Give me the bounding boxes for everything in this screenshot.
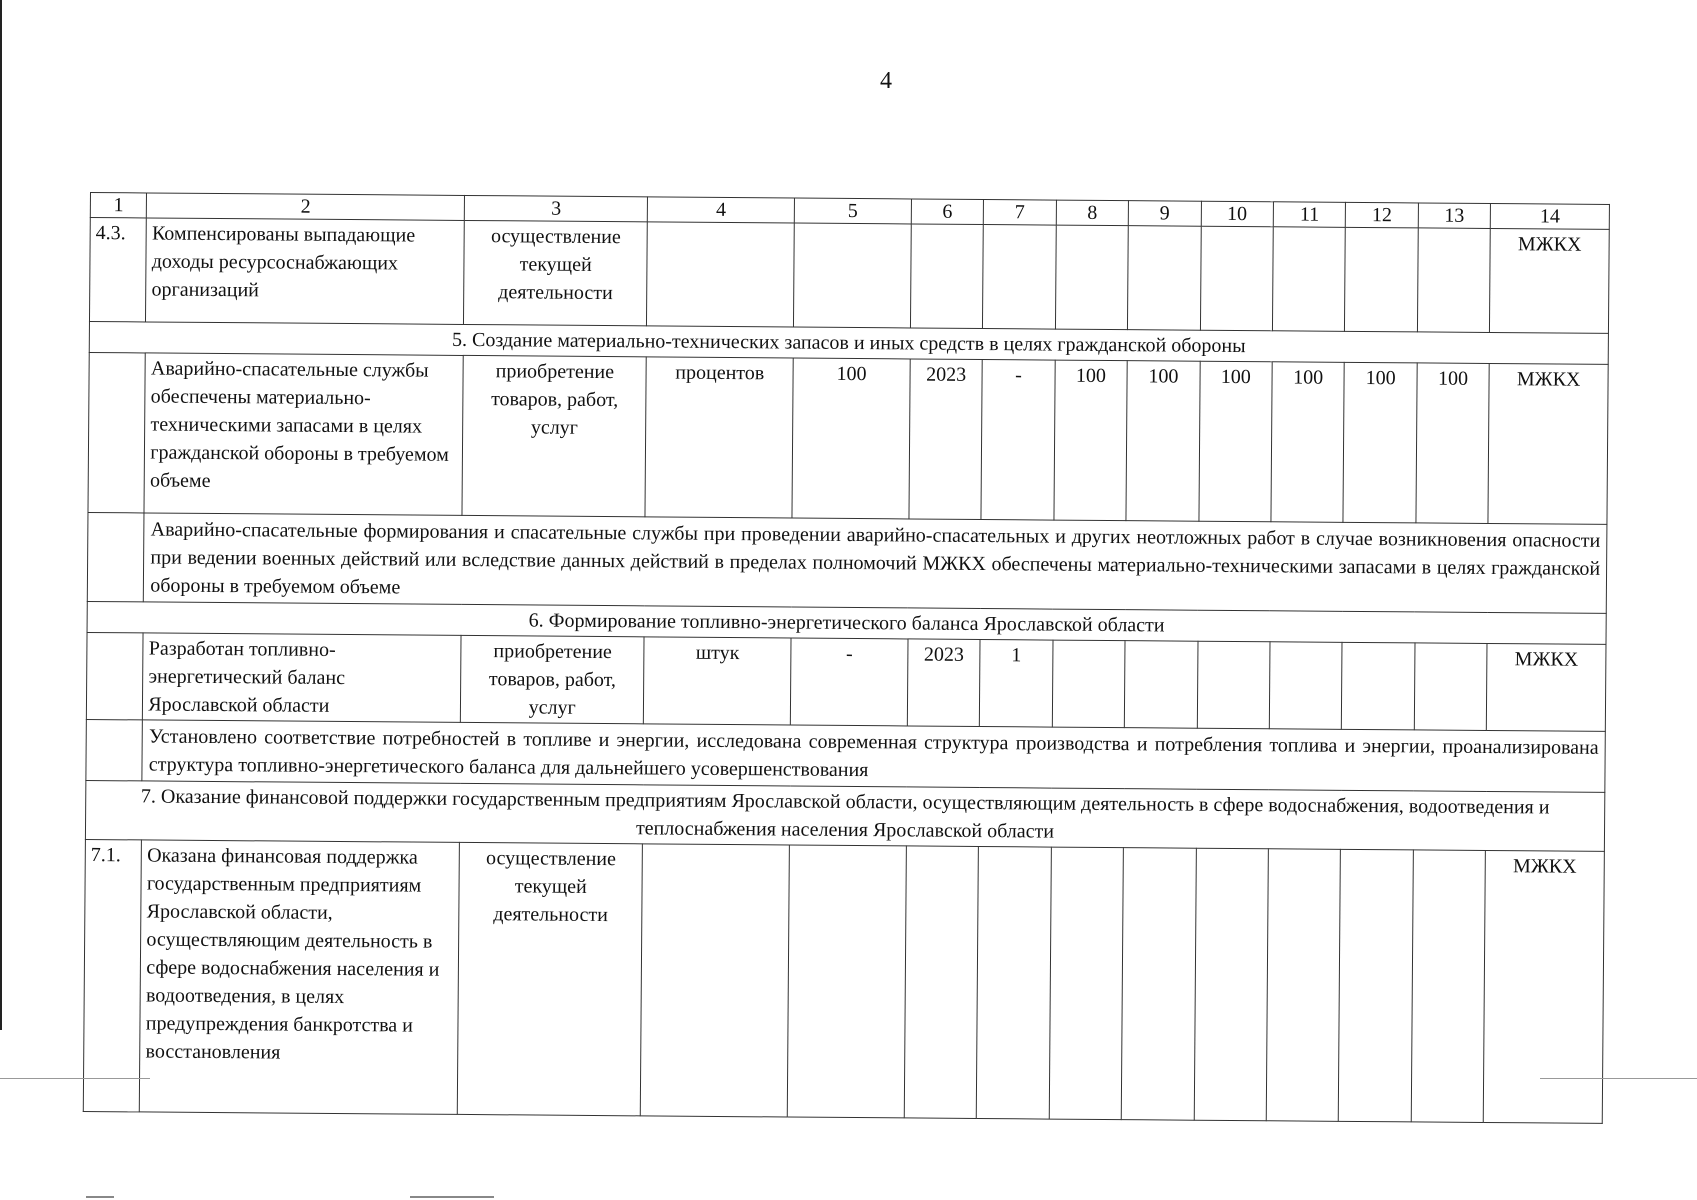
activity-type: осуществление текущей деятельности (464, 220, 648, 325)
indicator-name: Компенсированы выпадающие доходы ресурсоснабжающих организаций (146, 218, 465, 324)
empty-cell (1411, 850, 1486, 1123)
empty-cell (1052, 640, 1125, 728)
empty-cell (1121, 848, 1196, 1121)
base-value: 100 (792, 358, 910, 519)
description-row (87, 512, 1607, 613)
empty-cell (904, 846, 979, 1119)
empty-cell (1342, 642, 1415, 730)
value-col12: 100 (1343, 362, 1417, 523)
header-cell: 12 (1346, 202, 1419, 228)
empty-cell (1269, 642, 1342, 730)
empty-cell (1272, 227, 1345, 332)
page-number: 4 (880, 68, 892, 94)
base-value: - (790, 638, 907, 726)
section-title: 6. Формирование топливно-энергетического баланса Ярославской области (87, 601, 1606, 644)
scan-left-edge (0, 0, 2, 1030)
activity-type: осуществление текущей деятельности (457, 842, 642, 1115)
row-number (86, 632, 143, 719)
header-cell: 11 (1273, 202, 1346, 228)
header-cell: 5 (794, 198, 911, 224)
header-cell: 14 (1490, 204, 1609, 230)
table-row (89, 218, 1609, 334)
responsible: МЖКХ (1487, 643, 1606, 731)
empty-cell (1414, 643, 1487, 731)
empty-cell (983, 225, 1056, 330)
indicators-table (83, 192, 1610, 1124)
scan-artifact-line (86, 1196, 114, 1198)
indicator-name: Оказана финансовая поддержка государственным предприятиям Ярославской области, осуществляющим деятельность в сфере водоснабжения населения и водоотведения, в целях предупреждения банкротства и восстановления (140, 840, 460, 1114)
responsible: МЖКХ (1490, 229, 1610, 334)
empty-cell (1345, 227, 1418, 332)
activity-type: приобретение товаров, работ, услуг (462, 355, 646, 516)
empty-cell (647, 222, 795, 327)
header-cell: 6 (911, 199, 984, 225)
header-cell: 13 (1418, 203, 1491, 229)
unit: процентов (645, 357, 793, 518)
header-cell: 10 (1201, 201, 1274, 227)
empty-cell (86, 719, 143, 780)
header-cell: 3 (464, 195, 647, 221)
scan-artifact-line (410, 1196, 494, 1198)
value-col9: 100 (1126, 361, 1200, 522)
header-cell: 2 (147, 193, 465, 220)
header-cell: 7 (984, 200, 1057, 226)
empty-cell (641, 844, 790, 1117)
value-col8: 100 (1054, 360, 1128, 521)
indicator-name: Разработан топливно-энергетический баланс Ярославской области (143, 633, 462, 722)
empty-cell (1266, 849, 1341, 1122)
base-year: 2023 (907, 639, 980, 727)
empty-cell (1049, 847, 1124, 1120)
scan-artifact-line (0, 1078, 150, 1079)
value-col10: 100 (1198, 361, 1272, 522)
empty-cell (794, 223, 912, 328)
header-cell: 4 (648, 197, 795, 223)
result-description: Аварийно-спасательные формирования и спасательные службы при проведении аварийно-спасательных и других неотложных работ в случае возникновения опасности при ведении военных действий или вследствие данных действий в пределах полномочий МЖКХ обеспечены материально-техническими запасами в целях гражданской обороны в требуемом объеме (144, 513, 1607, 613)
empty-cell (1339, 849, 1414, 1122)
empty-cell (1194, 848, 1269, 1121)
empty-cell (1128, 226, 1201, 331)
table-row (86, 632, 1606, 731)
unit: штук (644, 637, 792, 725)
section-title: 5. Создание материально-технических запасов и иных средств в целях гражданской обороны (89, 321, 1608, 364)
responsible: МЖКХ (1488, 363, 1608, 524)
empty-cell (1200, 226, 1273, 331)
row-number: 4.3. (89, 218, 146, 322)
value-col7: - (981, 360, 1055, 521)
result-description: Установлено соответствие потребностей в топливе и энергии, исследована современная структура производства и потребления топлива и энергии, проанализирована структура топливно-энергетического баланса для дальнейшего усовершенствования (142, 720, 1605, 792)
responsible: МЖКХ (1483, 850, 1604, 1123)
activity-type: приобретение товаров, работ, услуг (461, 635, 645, 723)
scan-artifact-line (1540, 1078, 1697, 1079)
empty-cell (910, 224, 983, 329)
row-number (88, 352, 146, 512)
row-number: 7.1. (83, 839, 141, 1111)
empty-cell (1417, 228, 1490, 333)
header-cell: 9 (1128, 201, 1201, 227)
empty-cell (87, 512, 144, 601)
table-row (83, 839, 1604, 1123)
base-year: 2023 (909, 359, 983, 520)
empty-cell (977, 846, 1052, 1119)
section-title: 7. Оказание финансовой поддержки государственным предприятиям Ярославской области, осуществляющим деятельность в сфере водоснабжения, водоотведения и теплоснабжения населения Ярославской области (85, 780, 1604, 851)
indicator-name: Аварийно-спасательные службы обеспечены материально-техническими запасами в целях гражданской обороны в требуемом объеме (144, 353, 463, 515)
value-col7: 1 (980, 640, 1053, 728)
empty-cell (787, 845, 906, 1118)
value-col11: 100 (1271, 362, 1345, 523)
empty-cell (1055, 225, 1128, 330)
header-cell: 8 (1056, 200, 1129, 226)
value-col13: 100 (1416, 363, 1490, 524)
empty-cell (1197, 641, 1270, 729)
header-cell: 1 (90, 193, 147, 218)
table-row (88, 352, 1608, 524)
empty-cell (1124, 641, 1197, 729)
